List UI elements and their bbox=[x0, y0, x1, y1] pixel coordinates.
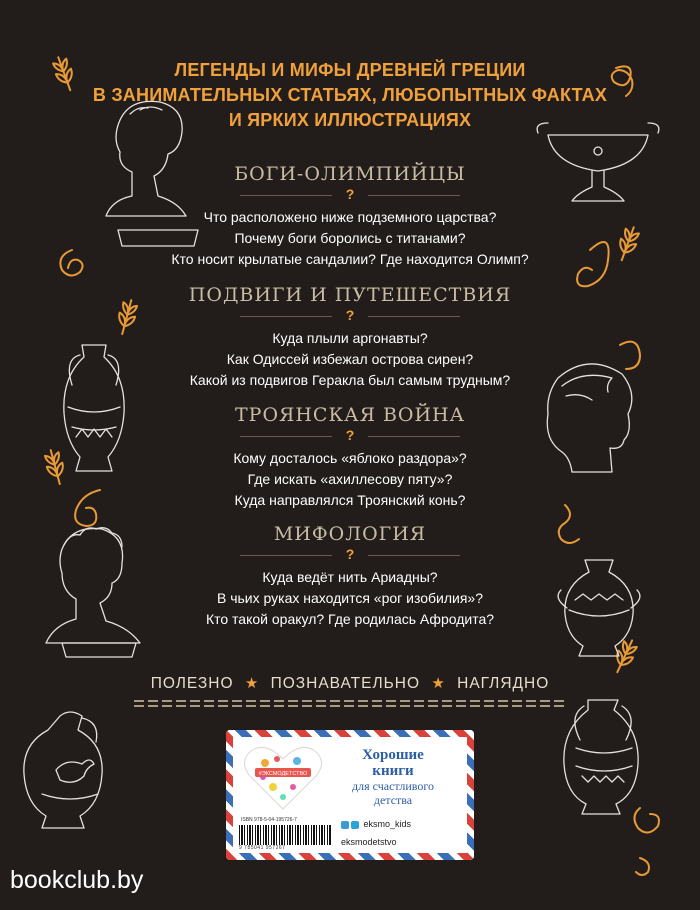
publisher-sticker bbox=[226, 730, 474, 860]
swirl-icon bbox=[636, 858, 649, 875]
site-handle: eksmodetstvo bbox=[341, 837, 397, 847]
section-title: ПОДВИГИ И ПУТЕШЕСТВИЯ bbox=[188, 284, 512, 306]
slogan-line-2: книги bbox=[372, 763, 414, 779]
sticker-inner bbox=[233, 737, 467, 853]
wheat-icon bbox=[43, 448, 68, 486]
question-item: Кто такой оракул? Где родилась Афродита? bbox=[205, 611, 495, 627]
social-handle bbox=[341, 817, 411, 831]
barcode-number: 9 785041 957267 bbox=[239, 845, 286, 851]
section-title: БОГИ-ОЛИМПИЙЦЫ bbox=[234, 163, 466, 185]
swirl-icon bbox=[577, 242, 609, 286]
tagline-line-1: ЛЕГЕНДЫ И МИФЫ ДРЕВНЕЙ ГРЕЦИИ bbox=[174, 60, 526, 80]
question-item: Почему боги боролись с титанами? bbox=[234, 230, 466, 246]
watermark: bookclub.by bbox=[10, 866, 144, 894]
slogan-line-4: детства bbox=[373, 793, 413, 807]
question-item: В чьих руках находится «рог изобилия»? bbox=[216, 590, 484, 606]
feature-useful: ПОЛЕЗНО bbox=[150, 675, 234, 692]
isbn-text: ISBN 978-5-04-195726-7 bbox=[241, 817, 297, 823]
barcode bbox=[239, 825, 331, 845]
question-mark-icon: ? bbox=[345, 427, 355, 443]
swirl-icon bbox=[60, 250, 82, 276]
vase-icon-amphora-right bbox=[564, 700, 638, 814]
question-item: Куда направлялся Троянский конь? bbox=[234, 492, 466, 508]
question-item: Кому досталось «яблоко раздора»? bbox=[233, 450, 467, 466]
swirl-icon bbox=[634, 808, 659, 833]
section-mythology bbox=[120, 522, 580, 630]
question-item: Какой из подвигов Геракла был самым трудным? bbox=[189, 372, 511, 388]
question-item: Как Одиссей избежал острова сирен? bbox=[226, 351, 474, 367]
section-olympian-gods bbox=[120, 162, 580, 270]
swirl-icon bbox=[620, 342, 640, 369]
wheat-icon bbox=[614, 225, 641, 263]
vk-icon bbox=[341, 821, 349, 829]
section-divider bbox=[240, 427, 460, 444]
question-list bbox=[120, 207, 580, 270]
features-row bbox=[0, 674, 700, 693]
tagline-line-2: В ЗАНИМАТЕЛЬНЫХ СТАТЬЯХ, ЛЮБОПЫТНЫХ ФАКТАХ bbox=[92, 85, 608, 105]
question-mark-icon: ? bbox=[345, 307, 355, 323]
swirl-icon bbox=[75, 490, 100, 526]
section-heroes-journeys bbox=[120, 283, 580, 391]
question-item: Куда плыли аргонавты? bbox=[272, 330, 428, 346]
section-divider bbox=[240, 186, 460, 203]
tagline bbox=[0, 58, 700, 133]
slogan-line-3: для счастливого bbox=[352, 779, 434, 793]
section-title: МИФОЛОГИЯ bbox=[273, 523, 427, 545]
question-list bbox=[120, 567, 580, 630]
question-item: Кто носит крылатые сандалии? Где находится Олимп? bbox=[171, 251, 529, 267]
section-title: ТРОЯНСКАЯ ВОЙНА bbox=[234, 404, 466, 426]
section-divider bbox=[240, 307, 460, 324]
publisher-slogan bbox=[329, 747, 457, 807]
star-icon: ★ bbox=[431, 675, 446, 692]
section-trojan-war bbox=[120, 403, 580, 511]
vase-icon-bird bbox=[24, 712, 102, 828]
question-item: Что расположено ниже подземного царства? bbox=[203, 209, 497, 225]
question-item: Куда ведёт нить Ариадны? bbox=[262, 569, 438, 585]
question-mark-icon: ? bbox=[345, 546, 355, 562]
vase-icon-amphora bbox=[64, 345, 124, 471]
svg-text:#ЭКСМОДЕТСТВО: #ЭКСМОДЕТСТВО bbox=[258, 771, 308, 777]
question-list bbox=[120, 328, 580, 391]
section-divider bbox=[240, 546, 460, 563]
heart-logo-icon bbox=[243, 743, 323, 813]
tagline-line-3: И ЯРКИХ ИЛЛЮСТРАЦИЯХ bbox=[228, 110, 472, 130]
question-mark-icon: ? bbox=[345, 186, 355, 202]
social-handle-text: eksmo_kids bbox=[363, 819, 412, 829]
feature-visual: НАГЛЯДНО bbox=[457, 675, 550, 692]
question-list bbox=[120, 448, 580, 511]
question-item: Где искать «ахиллесову пяту»? bbox=[247, 471, 453, 487]
feature-educational: ПОЗНАВАТЕЛЬНО bbox=[270, 675, 421, 692]
slogan-line-1: Хорошие bbox=[362, 747, 424, 763]
dashed-divider bbox=[134, 700, 566, 710]
star-icon: ★ bbox=[244, 675, 260, 692]
telegram-icon bbox=[351, 821, 359, 829]
